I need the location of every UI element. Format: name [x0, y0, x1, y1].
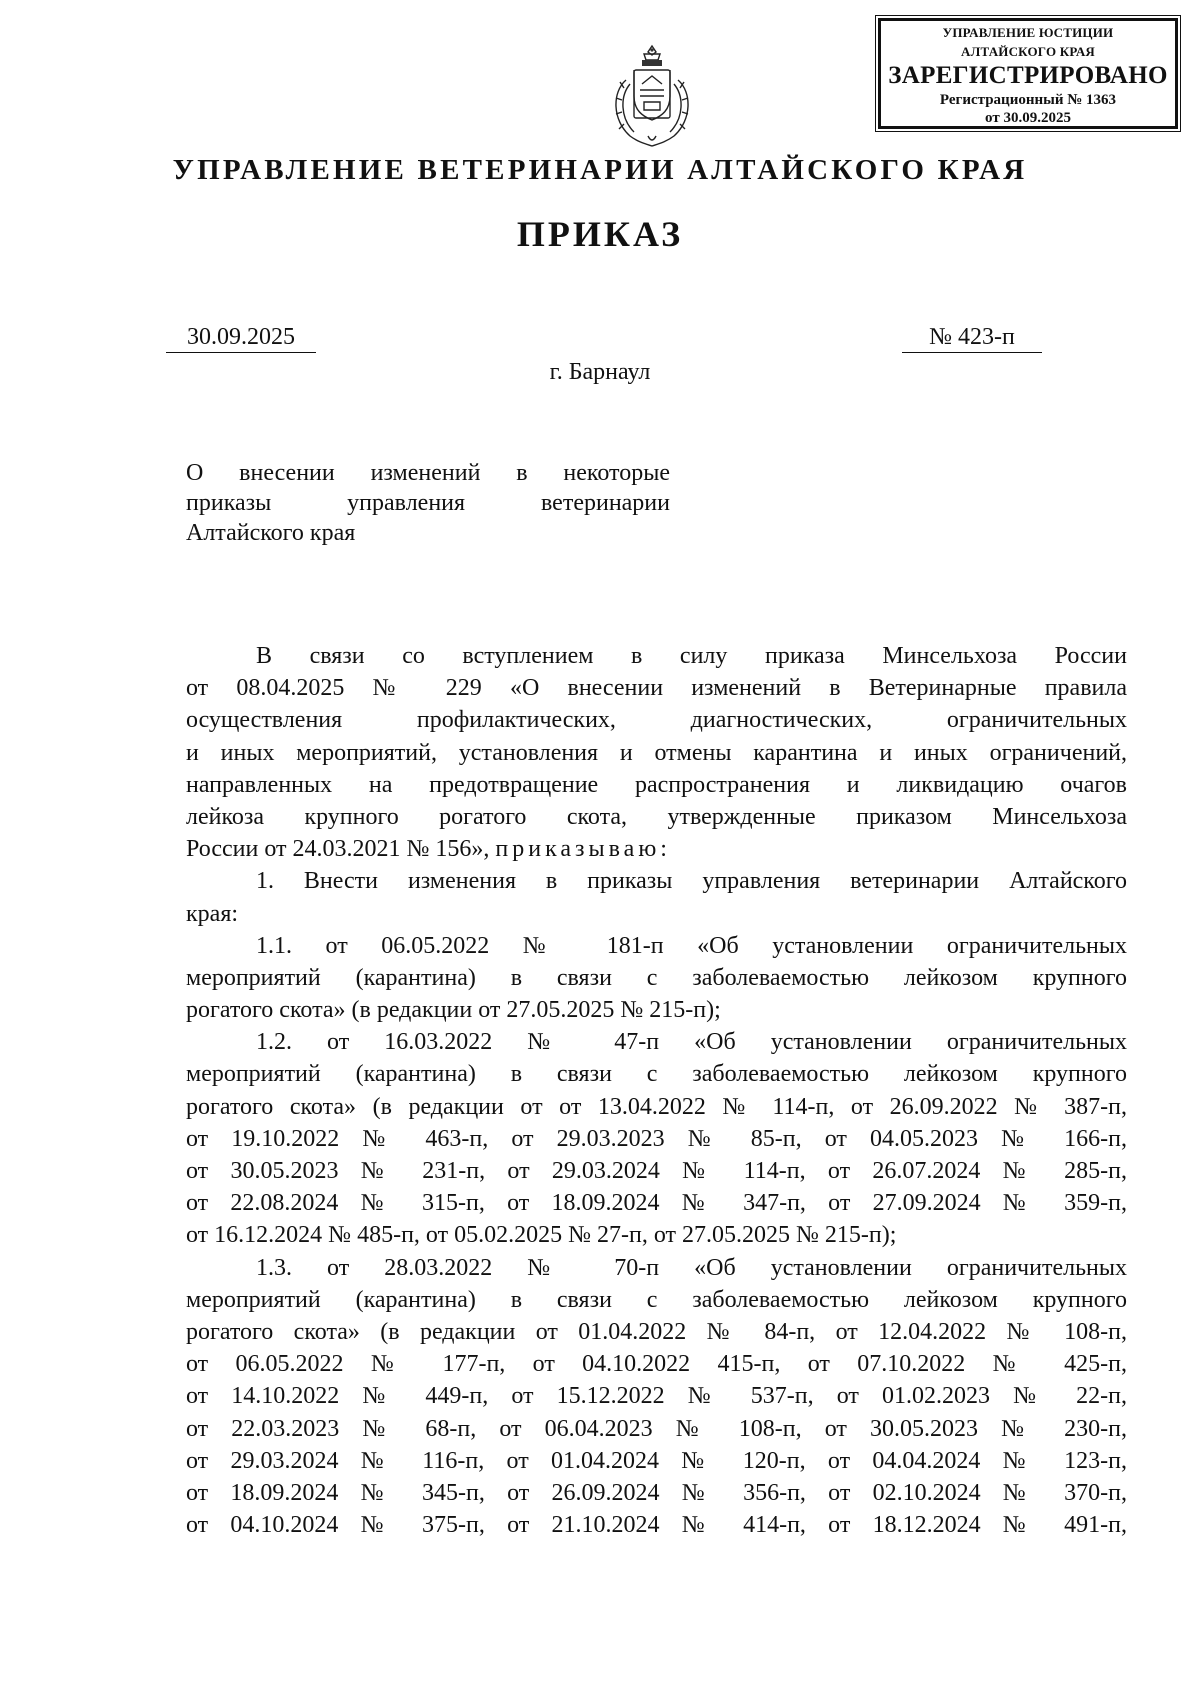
subject-line: О внесении изменений в некоторые: [186, 460, 670, 486]
order-city: г. Барнаул: [549, 359, 651, 385]
body-line: [186, 833, 1127, 865]
order-date: 30.09.2025: [166, 322, 316, 353]
body-line: от 14.10.2022 № 449-п, от 15.12.2022 № 537-п, от 01.02.2023 № 22-п,: [186, 1383, 1127, 1410]
body-line: от 04.10.2024 № 375-п, от 21.10.2024 № 414-п, от 18.12.2024 № 491-п,: [186, 1512, 1127, 1539]
organization-title: УПРАВЛЕНИЕ ВЕТЕРИНАРИИ АЛТАЙСКОГО КРАЯ: [172, 154, 1028, 186]
order-body: [186, 640, 1127, 1541]
body-line: рогатого скота» (в редакции от 01.04.2022 № 84-п, от 12.04.2022 № 108-п,: [186, 1318, 1127, 1345]
stamp-org-line1: УПРАВЛЕНИЕ ЮСТИЦИИ: [942, 25, 1114, 40]
body-line: и иных мероприятий, установления и отмены карантина и иных ограничений,: [186, 739, 1127, 766]
body-line: от 29.03.2024 № 116-п, от 01.04.2024 № 120-п, от 04.04.2024 № 123-п,: [186, 1447, 1127, 1474]
body-line: от 22.03.2023 № 68-п, от 06.04.2023 № 108-п, от 30.05.2023 № 230-п,: [186, 1415, 1127, 1442]
body-line: 1. Внести изменения в приказы управления ветеринарии Алтайского: [256, 868, 1127, 895]
body-line: рогатого скота» (в редакции от 27.05.2025 № 215-п);: [186, 997, 721, 1024]
body-line: от 06.05.2022 № 177-п, от 04.10.2022 415-п, от 07.10.2022 № 425-п,: [186, 1351, 1127, 1378]
body-line: рогатого скота» (в редакции от от 13.04.2022 № 114-п, от 26.09.2022 № 387-п,: [186, 1093, 1127, 1120]
body-line: лейкоза крупного рогатого скота, утвержденные приказом Минсельхоза: [186, 803, 1127, 830]
body-line: мероприятий (карантина) в связи с заболеваемостью лейкозом крупного: [186, 1061, 1127, 1088]
body-line: В связи со вступлением в силу приказа Минсельхоза России: [256, 643, 1127, 669]
body-line: от 30.05.2023 № 231-п, от 29.03.2024 № 114-п, от 26.07.2024 № 285-п,: [186, 1158, 1127, 1184]
body-line: от 18.09.2024 № 345-п, от 26.09.2024 № 356-п, от 02.10.2024 № 370-п,: [186, 1479, 1127, 1506]
stamp-registration-number: Регистрационный № 1363: [939, 92, 1117, 108]
stamp-org-line2: АЛТАЙСКОГО КРАЯ: [961, 44, 1095, 59]
stamp-status: ЗАРЕГИСТРИРОВАНО: [888, 62, 1168, 89]
order-number: № 423-п: [902, 322, 1042, 353]
body-line: края:: [186, 900, 239, 927]
body-line: осуществления профилактических, диагностических, ограничительных: [186, 707, 1127, 734]
subject-line: приказы управления ветеринарии: [186, 490, 670, 516]
body-line: от 08.04.2025 № 229 «О внесении изменений в Ветеринарные правила: [186, 675, 1127, 702]
document-type-title: ПРИКАЗ: [516, 214, 684, 254]
body-line: 1.3. от 28.03.2022 № 70-п «Об установлении ограничительных: [256, 1254, 1127, 1281]
body-line-text: России от 24.03.2021 № 156»,: [186, 836, 490, 863]
body-line: от 16.12.2024 № 485-п, от 05.02.2025 № 27-п, от 27.05.2025 № 215-п);: [186, 1222, 897, 1249]
order-word: приказываю:: [495, 836, 671, 863]
body-line: мероприятий (карантина) в связи с заболеваемостью лейкозом крупного: [186, 964, 1127, 991]
body-line: 1.2. от 16.03.2022 № 47-п «Об установлении ограничительных: [256, 1029, 1127, 1056]
stamp-date: от 30.09.2025: [985, 110, 1071, 126]
body-line: от 19.10.2022 № 463-п, от 29.03.2023 № 85-п, от 04.05.2023 № 166-п,: [186, 1125, 1127, 1152]
body-line: 1.1. от 06.05.2022 № 181-п «Об установлении ограничительных: [256, 932, 1127, 959]
body-line: мероприятий (карантина) в связи с заболеваемостью лейкозом крупного: [186, 1286, 1127, 1313]
registration-stamp: [878, 18, 1178, 129]
body-line: направленных на предотвращение распространения и ликвидацию очагов: [186, 771, 1127, 798]
order-subject: [186, 458, 670, 548]
coat-of-arms-emblem: [604, 40, 700, 152]
body-line: от 22.08.2024 № 315-п, от 18.09.2024 № 347-п, от 27.09.2024 № 359-п,: [186, 1190, 1127, 1217]
subject-line: Алтайского края: [186, 520, 356, 546]
